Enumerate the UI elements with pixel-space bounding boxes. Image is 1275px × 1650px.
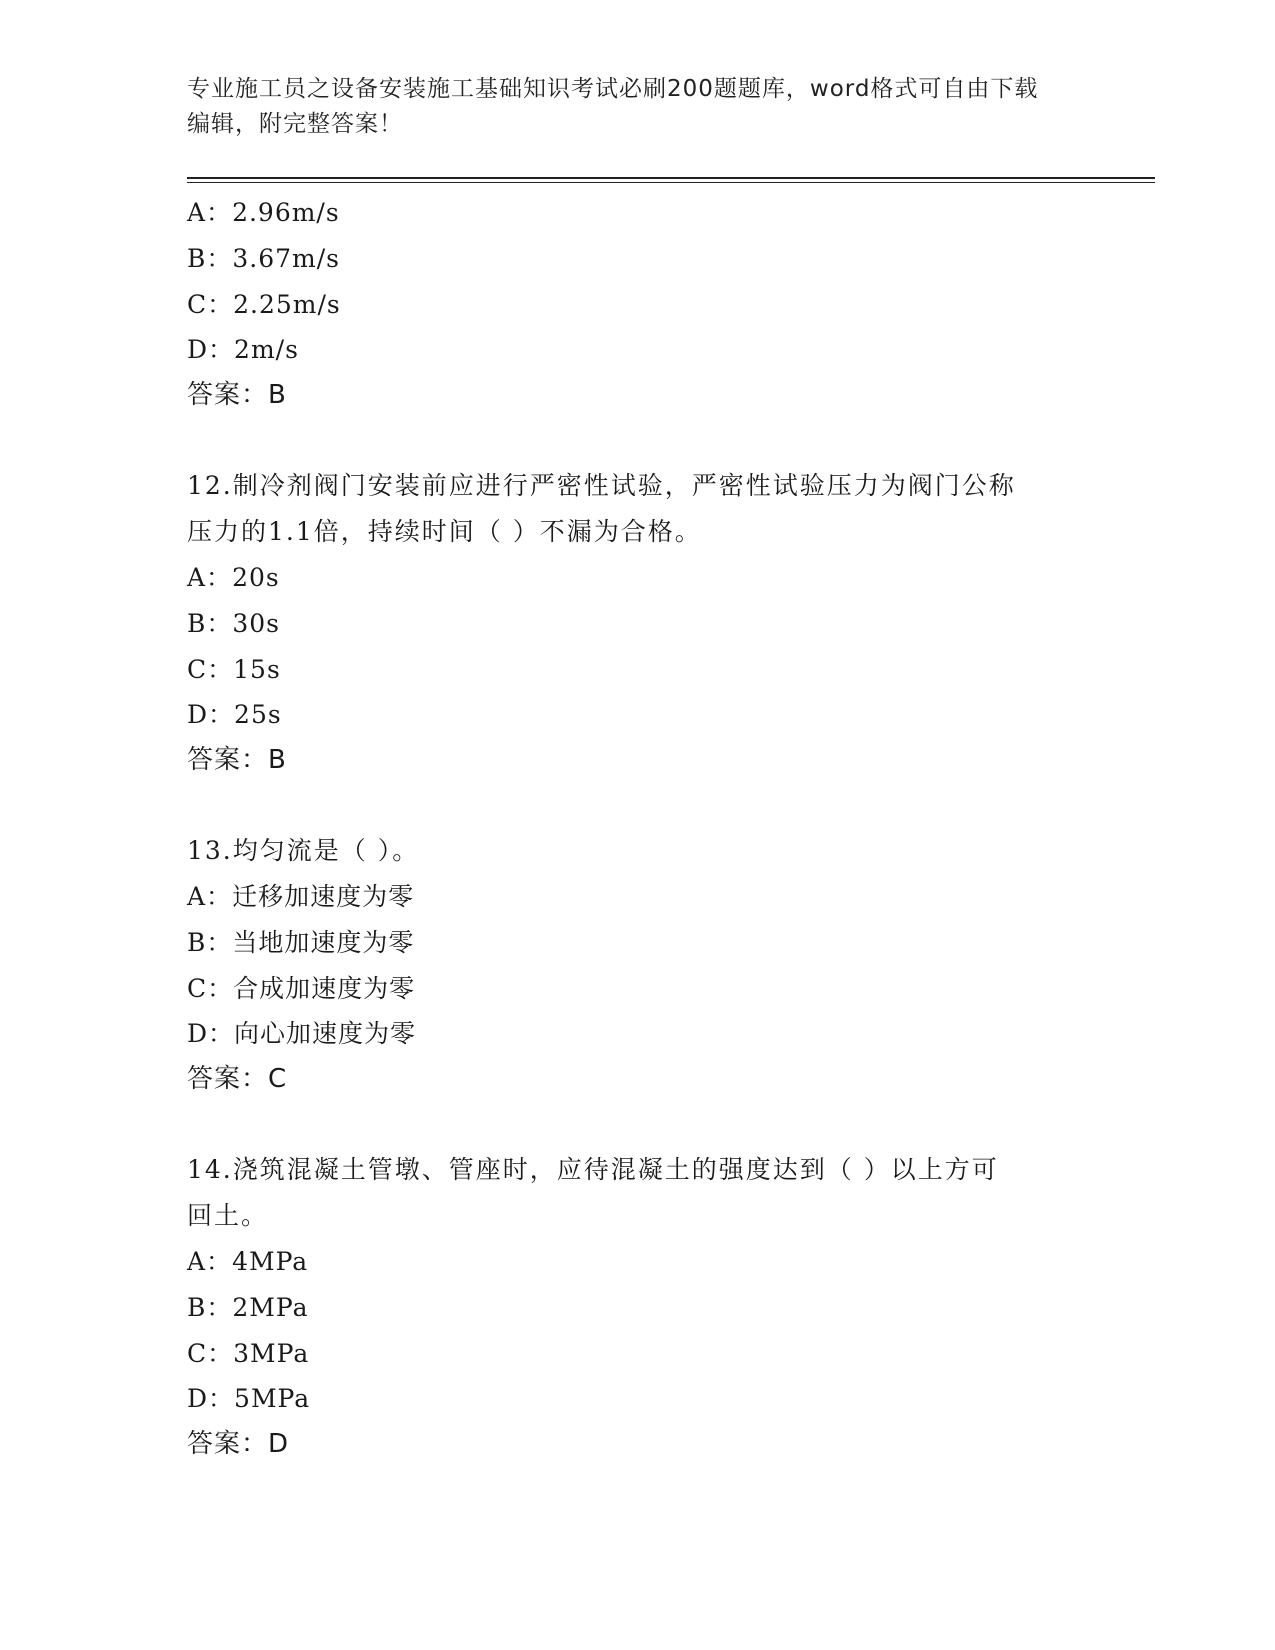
option-label: C： xyxy=(187,1338,234,1368)
option-text: 合成加速度为零 xyxy=(233,973,416,1003)
option-c xyxy=(187,966,1087,1012)
option-label: A： xyxy=(187,881,233,911)
question-stem-line-1: 13.均匀流是（ ）。 xyxy=(187,835,420,865)
option-a xyxy=(187,190,1087,236)
option-text: 3MPa xyxy=(233,1338,310,1368)
option-label: D： xyxy=(187,1019,235,1049)
option-text: 当地加速度为零 xyxy=(232,927,415,957)
option-text: 3.67m/s xyxy=(232,243,340,273)
answer-line: 答案：B xyxy=(187,380,287,411)
answer-line: 答案：B xyxy=(187,745,287,776)
question-spacer xyxy=(187,1103,1087,1147)
option-d xyxy=(187,327,1087,373)
option-label: C： xyxy=(187,973,234,1003)
question-stem xyxy=(187,828,1067,874)
option-d xyxy=(187,692,1087,738)
question-stem-line-2: 压力的1.1倍，持续时间（ ）不漏为合格。 xyxy=(187,516,702,546)
option-b xyxy=(187,236,1087,282)
option-a xyxy=(187,874,1087,920)
option-b xyxy=(187,920,1087,966)
option-text: 2m/s xyxy=(234,335,299,365)
option-label: B： xyxy=(187,243,233,273)
question-stem xyxy=(187,463,1067,555)
option-text: 2MPa xyxy=(232,1292,309,1322)
option-text: 2.96m/s xyxy=(232,198,340,227)
option-label: A： xyxy=(187,562,233,592)
header-divider-thick xyxy=(187,177,1155,179)
question-spacer xyxy=(187,419,1087,463)
option-b xyxy=(187,1285,1087,1331)
option-a xyxy=(187,555,1087,601)
option-text: 2.25m/s xyxy=(233,289,341,319)
question-stem xyxy=(187,1147,1067,1239)
answer-line: 答案：C xyxy=(187,1064,288,1095)
question-stem-line-1: 12.制冷剂阀门安装前应进行严密性试验，严密性试验压力为阀门公称 xyxy=(187,470,1016,500)
question-block-14 xyxy=(187,1147,1087,1468)
question-block-11 xyxy=(187,190,1087,419)
option-label: C： xyxy=(187,289,234,319)
option-text: 迁移加速度为零 xyxy=(232,881,415,911)
question-stem-line-1: 14.浇筑混凝土管墩、管座时，应待混凝土的强度达到（ ）以上方可 xyxy=(187,1154,999,1184)
option-d xyxy=(187,1376,1087,1422)
option-text: 4MPa xyxy=(232,1246,309,1276)
option-text: 15s xyxy=(233,654,281,684)
option-c xyxy=(187,647,1087,693)
option-label: C： xyxy=(187,654,234,684)
header-title-line-1: 专业施工员之设备安装施工基础知识考试必刷200题题库，word格式可自由下载 xyxy=(187,76,1039,102)
option-text: 25s xyxy=(234,700,282,730)
option-c xyxy=(187,282,1087,328)
question-block-13 xyxy=(187,828,1087,1103)
option-label: D： xyxy=(187,335,235,365)
option-label: D： xyxy=(187,700,235,730)
document-header xyxy=(187,72,1087,142)
header-title-line-2: 编辑，附完整答案！ xyxy=(187,111,403,137)
option-label: B： xyxy=(187,927,233,957)
option-a xyxy=(187,1239,1087,1285)
header-divider-thin xyxy=(187,182,1155,183)
option-c xyxy=(187,1331,1087,1377)
question-spacer xyxy=(187,784,1087,828)
option-label: A： xyxy=(187,198,233,227)
option-d xyxy=(187,1011,1087,1057)
option-text: 5MPa xyxy=(234,1384,311,1414)
option-text: 20s xyxy=(232,562,280,592)
option-text: 30s xyxy=(232,608,281,638)
question-block-12 xyxy=(187,463,1087,784)
option-text: 向心加速度为零 xyxy=(234,1019,417,1049)
answer-line: 答案：D xyxy=(187,1429,290,1460)
question-list xyxy=(187,190,1087,1468)
question-stem-line-2: 回土。 xyxy=(187,1200,269,1230)
option-b xyxy=(187,601,1087,647)
option-label: B： xyxy=(187,1292,233,1322)
option-label: D： xyxy=(187,1384,235,1414)
option-label: B： xyxy=(187,608,233,638)
option-label: A： xyxy=(187,1246,233,1276)
